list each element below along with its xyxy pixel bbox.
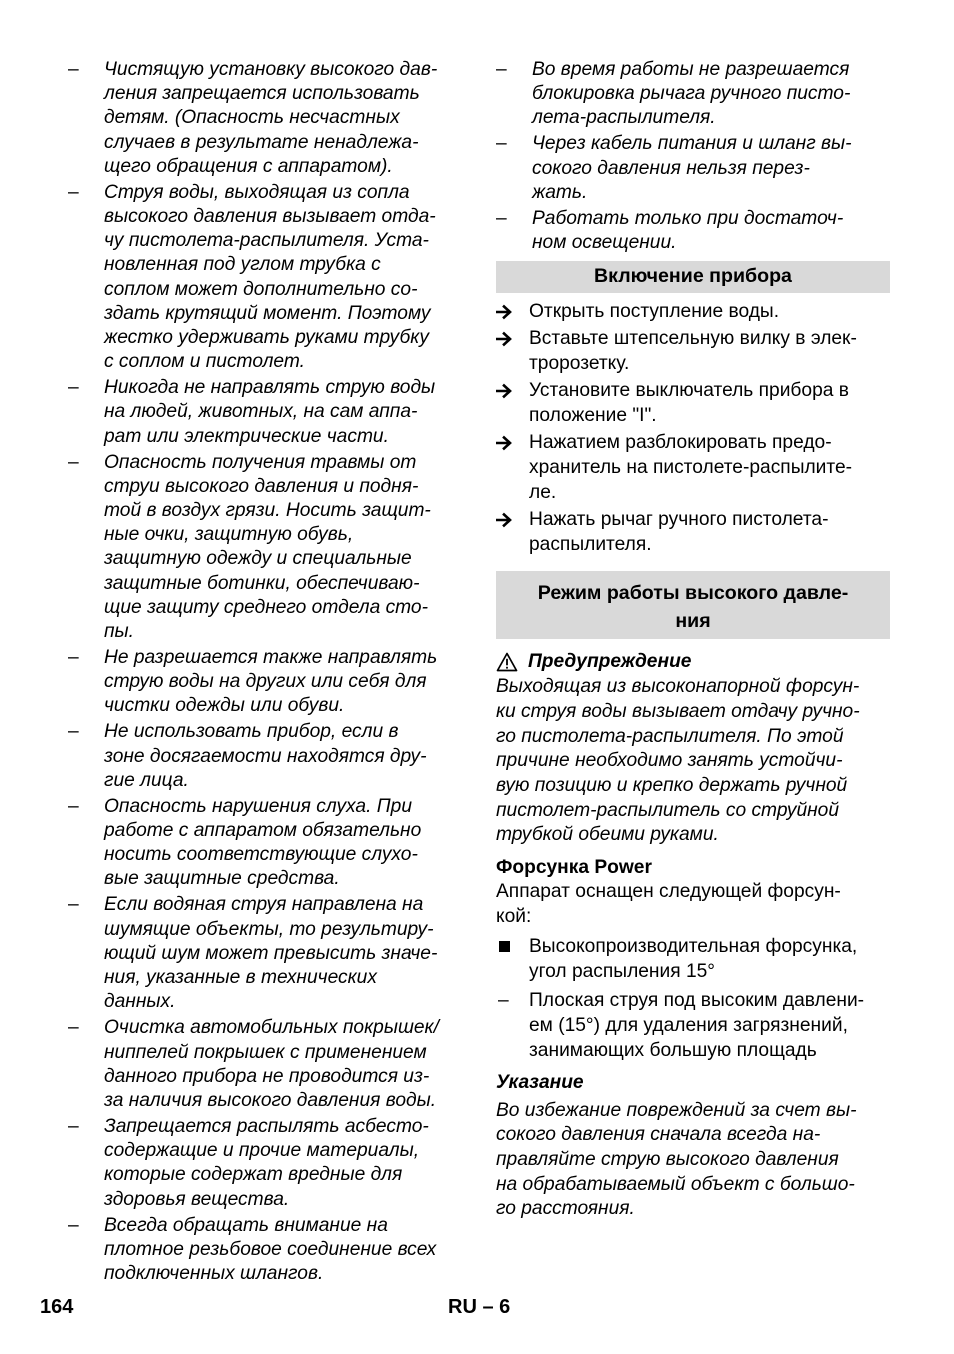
list-item-line: Через кабель питания и шланг вы- xyxy=(532,133,852,155)
list-item-line: струю воды на других или себя для xyxy=(104,671,427,693)
text-line: кой: xyxy=(496,905,532,927)
section-heading-power-on: Включение прибора xyxy=(496,261,890,293)
square-bullet-icon xyxy=(499,941,510,952)
note-text xyxy=(496,1099,890,1223)
page-lang-marker: RU – 6 xyxy=(448,1296,511,1318)
nozzle-intro xyxy=(496,880,890,929)
section-heading-line: Режим работы высокого давле- xyxy=(537,582,849,605)
dash-marker: – xyxy=(68,647,79,669)
page-number: 164 xyxy=(40,1296,74,1318)
list-item xyxy=(496,207,890,255)
dash-marker: – xyxy=(496,133,507,155)
text-line: го расстояния. xyxy=(496,1198,635,1220)
list-item-line: ниппелей покрышек с применением xyxy=(104,1041,427,1063)
list-item-line: соплом может дополнительно со- xyxy=(104,278,418,300)
step-item xyxy=(496,507,890,557)
list-item-line: чистки одежды или обуви. xyxy=(104,695,345,717)
section-heading-line: ния xyxy=(675,610,711,633)
nozzle-bullet xyxy=(496,934,890,984)
bullet-line: Высокопроизводительная форсунка, xyxy=(529,935,858,957)
safety-list-left xyxy=(68,58,464,1286)
dash-marker: – xyxy=(68,377,79,399)
dash-marker: – xyxy=(68,894,79,916)
list-item-line: рат или электрические части. xyxy=(104,425,389,447)
step-item xyxy=(496,378,890,428)
list-item xyxy=(68,58,464,179)
safety-list-right xyxy=(496,58,890,255)
list-item-line: Всегда обращать внимание на xyxy=(104,1214,388,1236)
arrow-right-icon xyxy=(496,383,514,399)
list-item-line: ном освещении. xyxy=(532,232,677,254)
list-item-line: Очистка автомобильных покрышек/ xyxy=(104,1017,439,1039)
list-item-line: ные очки, защитную обувь, xyxy=(104,524,354,546)
step-line: хранитель на пистолете-распылите- xyxy=(529,457,853,479)
list-item-line: щего обращения с аппаратом). xyxy=(104,155,393,177)
list-item xyxy=(68,646,464,719)
list-item-line: случаев в результате ненадлежа- xyxy=(104,131,419,153)
dash-marker: – xyxy=(68,1115,79,1137)
list-item-line: Не использовать прибор, если в xyxy=(104,721,399,743)
list-item-line: жать. xyxy=(532,181,588,203)
step-line: ле. xyxy=(529,482,557,504)
dash-marker: – xyxy=(68,1017,79,1039)
warning-label: Предупреждение xyxy=(528,651,692,673)
dash-marker: – xyxy=(496,59,507,80)
step-item xyxy=(496,430,890,505)
list-item-line: плотное резьбовое соединение всех xyxy=(104,1238,437,1260)
list-item-line: носить соответствующие слухо- xyxy=(104,844,418,866)
text-line: сокого давления сначала всегда на- xyxy=(496,1124,821,1146)
text-line: на обрабатываемый объект с большо- xyxy=(496,1173,855,1195)
list-item-line: гие лица. xyxy=(104,769,189,791)
list-item-line: той в воздух грязи. Носить защит- xyxy=(104,500,431,522)
list-item-line: Если водяная струя направлена на xyxy=(104,894,424,916)
warning-heading xyxy=(496,649,890,675)
list-item-line: работе с аппаратом обязательно xyxy=(104,820,422,842)
text-line: го пистолета-распылителя. По этой xyxy=(496,725,844,747)
step-line: Вставьте штепсельную вилку в элек- xyxy=(529,328,857,350)
list-item xyxy=(68,1115,464,1212)
arrow-right-icon xyxy=(496,512,514,528)
list-item xyxy=(68,893,464,1014)
dash-marker: – xyxy=(68,795,79,817)
list-item-line: щие защиту среднего отдела сто- xyxy=(104,596,428,618)
list-item xyxy=(68,376,464,449)
list-item-line: здать крутящий момент. Поэтому xyxy=(104,302,431,324)
list-item xyxy=(68,795,464,892)
nozzle-heading: Форсунка Power xyxy=(496,857,652,879)
list-item-line: здоровья вещества. xyxy=(104,1188,290,1210)
list-item-line: новленная под углом трубка с xyxy=(104,254,381,276)
list-item-line: детям. (Опасность несчастных xyxy=(104,107,400,129)
dash-marker: – xyxy=(68,721,79,743)
dash-marker: – xyxy=(496,207,507,229)
step-line: Установите выключатель прибора в xyxy=(529,380,849,402)
list-item-line: Запрещается распылять асбесто- xyxy=(104,1115,429,1137)
list-item-line: ющий шум может превысить значе- xyxy=(104,942,438,964)
list-item-line: шумящие объекты, то результиру- xyxy=(104,918,434,940)
list-item-line: защитную одежду и специальные xyxy=(104,548,412,570)
text-line: вую позицию и крепко держать ручной xyxy=(496,775,848,797)
text-line: Во избежание повреждений за счет вы- xyxy=(496,1099,857,1121)
dash-marker: – xyxy=(68,451,79,473)
step-line: положение "I". xyxy=(529,405,657,427)
text-line: пистолет-распылитель со струйной xyxy=(496,799,840,821)
warning-text xyxy=(496,675,890,848)
list-item-line: Во время работы не разрешается xyxy=(532,59,850,80)
list-item-line: струи высокого давления и подня- xyxy=(104,475,419,497)
list-item-line: подключенных шлангов. xyxy=(104,1262,324,1284)
list-item-line: вые защитные средства. xyxy=(104,868,340,890)
dash-marker: – xyxy=(68,1214,79,1236)
arrow-right-icon xyxy=(496,435,514,451)
left-column xyxy=(68,58,464,1288)
list-item-line: сокого давления нельзя перез- xyxy=(532,157,810,179)
text-line: Аппарат оснащен следующей форсун- xyxy=(496,881,841,903)
list-item xyxy=(68,451,464,645)
step-line: Открыть поступление воды. xyxy=(529,301,780,323)
arrow-right-icon xyxy=(496,304,514,320)
step-item xyxy=(496,299,890,324)
list-item-line: защитные ботинки, обеспечиваю- xyxy=(104,572,420,594)
step-line: Нажать рычаг ручного пистолета- xyxy=(529,509,829,531)
sub-item-line: занимающих большую площадь xyxy=(529,1039,817,1061)
bullet-line: угол распыления 15° xyxy=(529,960,715,982)
right-column xyxy=(496,58,890,1222)
list-item-line: пы. xyxy=(104,621,135,643)
step-line: Нажатием разблокировать предо- xyxy=(529,432,832,454)
list-item-line: высокого давления вызывает отда- xyxy=(104,206,436,228)
list-item xyxy=(68,1016,464,1113)
list-item-line: Струя воды, выходящая из сопла xyxy=(104,181,410,203)
list-item-line: Не разрешается также направлять xyxy=(104,647,438,669)
dash-marker: – xyxy=(68,181,79,203)
text-line: ки струя воды вызывает отдачу ручно- xyxy=(496,700,860,722)
note-heading: Указание xyxy=(496,1071,584,1093)
dash-marker: – xyxy=(68,59,79,80)
step-line: тророзетку. xyxy=(529,353,630,375)
list-item-line: с соплом и пистолет. xyxy=(104,351,305,373)
power-on-steps xyxy=(496,299,890,557)
list-item-line: которые содержат вредные для xyxy=(104,1164,403,1186)
sub-item-line: ем (15°) для удаления загрязнений, xyxy=(529,1014,848,1036)
list-item-line: чу пистолета-распылителя. Уста- xyxy=(104,230,429,252)
section-heading-high-pressure xyxy=(496,571,890,639)
text-line: причине необходимо занять устойчи- xyxy=(496,750,843,772)
list-item-line: за наличия высокого давления воды. xyxy=(104,1089,437,1111)
list-item-line: блокировка рычага ручного писто- xyxy=(532,83,851,105)
list-item-line: Опасность нарушения слуха. При xyxy=(104,795,412,817)
sub-item-line: Плоская струя под высоким давлени- xyxy=(529,989,865,1011)
list-item-line: на людей, животных, на сам аппа- xyxy=(104,401,418,423)
list-item-line: данного прибора не проводится из- xyxy=(104,1065,430,1087)
list-item-line: данных. xyxy=(104,991,176,1013)
warning-triangle-icon xyxy=(496,652,518,672)
list-item-line: лета-распылителя. xyxy=(532,107,716,129)
list-item-line: Опасность получения травмы от xyxy=(104,451,417,473)
list-item-line: зоне досягаемости находятся дру- xyxy=(104,745,427,767)
list-item-line: Никогда не направлять струю воды xyxy=(104,377,436,399)
list-item-line: ления запрещается использовать xyxy=(104,83,420,105)
arrow-right-icon xyxy=(496,331,514,347)
text-line: правляйте струю высокого давления xyxy=(496,1148,839,1170)
nozzle-sub-item xyxy=(496,988,890,1063)
list-item-line: жестко удерживать руками трубку xyxy=(104,327,429,349)
list-item-line: содержащие и прочие материалы, xyxy=(104,1140,420,1162)
list-item xyxy=(68,720,464,793)
list-item xyxy=(68,181,464,375)
list-item xyxy=(68,1214,464,1287)
text-line: трубкой обеими руками. xyxy=(496,824,719,846)
list-item xyxy=(496,132,890,205)
list-item xyxy=(496,58,890,131)
dash-marker: – xyxy=(498,989,509,1011)
text-line: Выходящая из высоконапорной форсун- xyxy=(496,676,860,698)
list-item-line: Работать только при достаточ- xyxy=(532,207,844,229)
list-item-line: ния, указанные в технических xyxy=(104,967,377,989)
step-line: распылителя. xyxy=(529,534,652,556)
step-item xyxy=(496,326,890,376)
list-item-line: Чистящую установку высокого дав- xyxy=(104,59,438,80)
